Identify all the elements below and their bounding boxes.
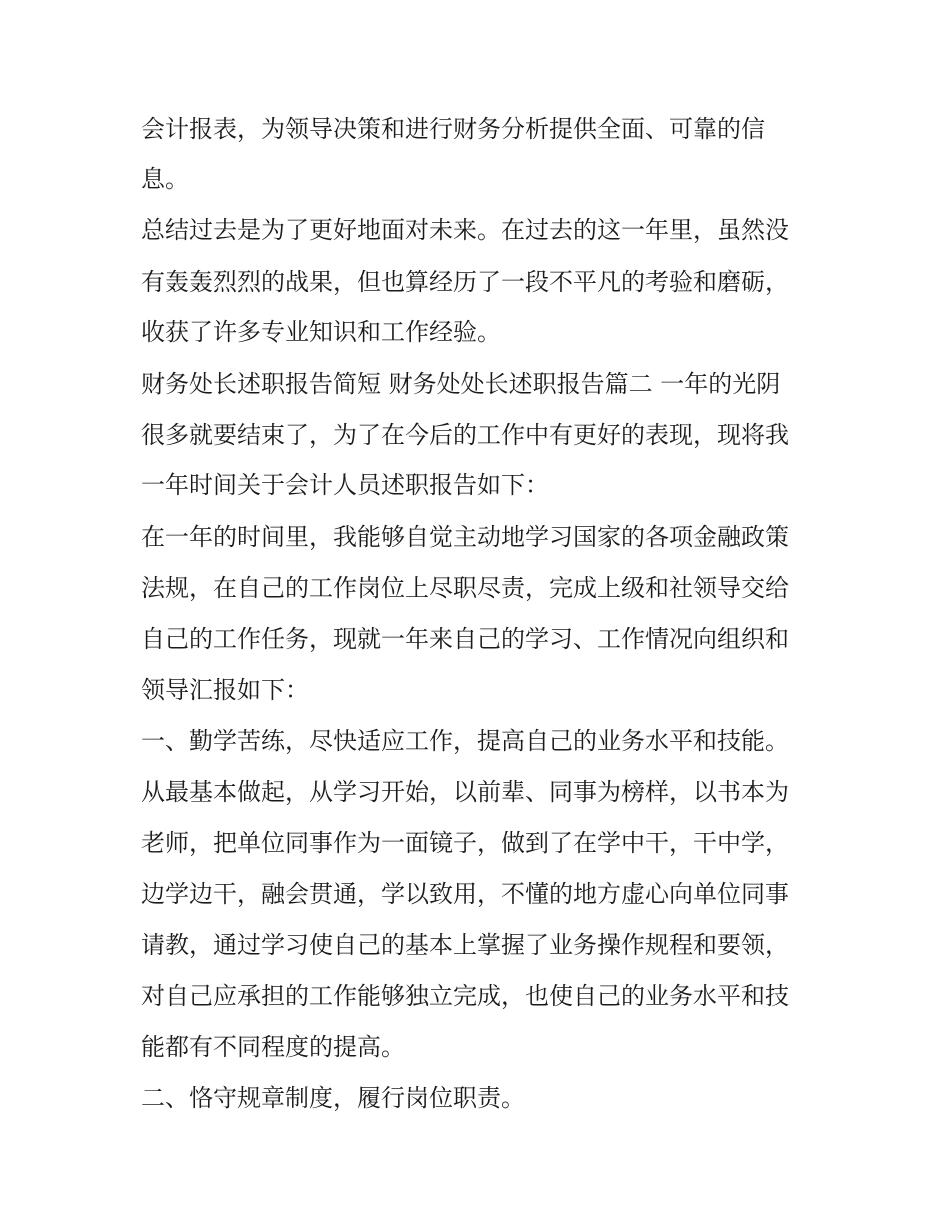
text-line: 老师，把单位同事作为一面镜子，做到了在学中干，干中学， bbox=[141, 829, 789, 857]
text-line: 收获了许多专业知识和工作经验。 bbox=[141, 318, 501, 346]
text-line: 息。 bbox=[141, 165, 189, 193]
text-line: 会计报表，为领导决策和进行财务分析提供全面、可靠的信 bbox=[141, 115, 765, 143]
text-line: 财务处长述职报告简短 财务处处长述职报告篇二 一年的光阴 bbox=[141, 370, 781, 398]
text-line: 领导汇报如下： bbox=[141, 676, 309, 704]
text-line: 自己的工作任务，现就一年来自己的学习、工作情况向组织和 bbox=[141, 625, 789, 653]
text-line: 从最基本做起，从学习开始，以前辈、同事为榜样，以书本为 bbox=[141, 778, 789, 806]
text-line: 请教，通过学习使自己的基本上掌握了业务操作规程和要领， bbox=[141, 931, 789, 959]
text-line: 能都有不同程度的提高。 bbox=[141, 1033, 405, 1061]
text-line: 在一年的时间里，我能够自觉主动地学习国家的各项金融政策 bbox=[141, 523, 789, 551]
text-line: 一、勤学苦练，尽快适应工作，提高自己的业务水平和技能。 bbox=[141, 727, 789, 755]
text-line: 一年时间关于会计人员述职报告如下： bbox=[141, 471, 549, 499]
text-line: 总结过去是为了更好地面对未来。在过去的这一年里，虽然没 bbox=[141, 216, 789, 244]
text-line: 二、恪守规章制度，履行岗位职责。 bbox=[141, 1084, 525, 1112]
text-line: 很多就要结束了，为了在今后的工作中有更好的表现，现将我 bbox=[141, 421, 789, 449]
text-line: 有轰轰烈烈的战果，但也算经历了一段不平凡的考验和磨砺， bbox=[141, 268, 789, 296]
text-line: 对自己应承担的工作能够独立完成，也使自己的业务水平和技 bbox=[141, 982, 789, 1010]
text-line: 边学边干，融会贯通，学以致用，不懂的地方虚心向单位同事 bbox=[141, 880, 789, 908]
text-line: 法规，在自己的工作岗位上尽职尽责，完成上级和社领导交给 bbox=[141, 574, 789, 602]
